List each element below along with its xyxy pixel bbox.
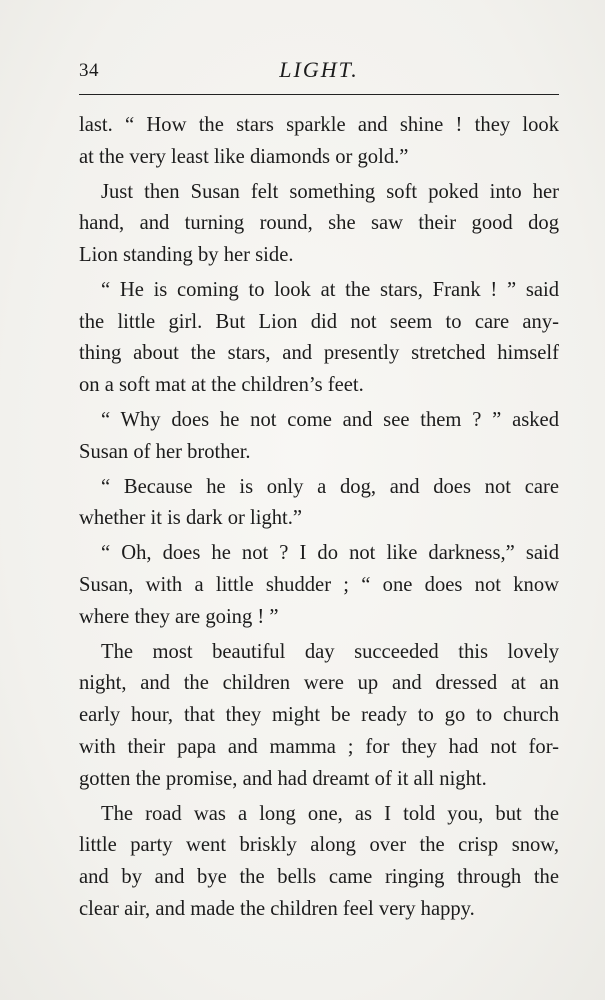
text-line: “ Because he is only a dog, and does not care [101, 475, 559, 498]
text-line: gotten the promise, and had dreamt of it all night. [79, 767, 487, 790]
page-header [79, 55, 559, 89]
paragraph [79, 275, 559, 402]
text-line: The most beautiful day succeeded this lovely [101, 640, 559, 663]
text-line: the little girl. But Lion did not seem to care any- [79, 310, 559, 333]
paragraph [79, 405, 559, 468]
body-text [79, 110, 559, 929]
text-line: clear air, and made the children feel very happy. [79, 897, 475, 920]
text-line: “ Why does he not come and see them ? ” asked [101, 409, 559, 432]
text-line: The road was a long one, as I told you, but the [101, 802, 559, 825]
text-line: Susan, with a little shudder ; “ one does not know [79, 574, 559, 597]
text-line: with their papa and mamma ; for they had not for- [79, 735, 559, 758]
paragraph [79, 177, 559, 272]
text-line: little party went briskly along over the crisp snow, [79, 834, 559, 857]
header-rule [79, 94, 559, 95]
paragraph [79, 472, 559, 535]
text-line: night, and the children were up and dressed at an [79, 672, 559, 695]
text-line: on a soft mat at the children’s feet. [79, 374, 364, 397]
text-line: at the very least like diamonds or gold.” [79, 145, 409, 168]
running-title: LIGHT. [279, 57, 359, 82]
text-line: “ He is coming to look at the stars, Frank ! ” said [101, 279, 559, 302]
text-line: last. “ How the stars sparkle and shine ! they look [79, 114, 559, 136]
text-line: whether it is dark or light.” [79, 507, 303, 530]
text-line: and by and bye the bells came ringing through the [79, 865, 559, 888]
text-line: where they are going ! ” [79, 605, 279, 628]
paragraph [79, 538, 559, 633]
text-line: Susan of her brother. [79, 440, 251, 463]
text-line: Just then Susan felt something soft poked into her [101, 180, 559, 203]
text-line: thing about the stars, and presently stretched himself [79, 342, 559, 365]
text-line: “ Oh, does he not ? I do not like darkness,” said [101, 542, 559, 565]
page-number: 34 [79, 60, 99, 81]
text-line: early hour, that they might be ready to go to church [79, 704, 559, 727]
text-line: hand, and turning round, she saw their good dog [79, 212, 559, 235]
paragraph [79, 110, 559, 173]
paragraph [79, 637, 559, 795]
text-line: Lion standing by her side. [79, 244, 294, 267]
paragraph [79, 799, 559, 926]
